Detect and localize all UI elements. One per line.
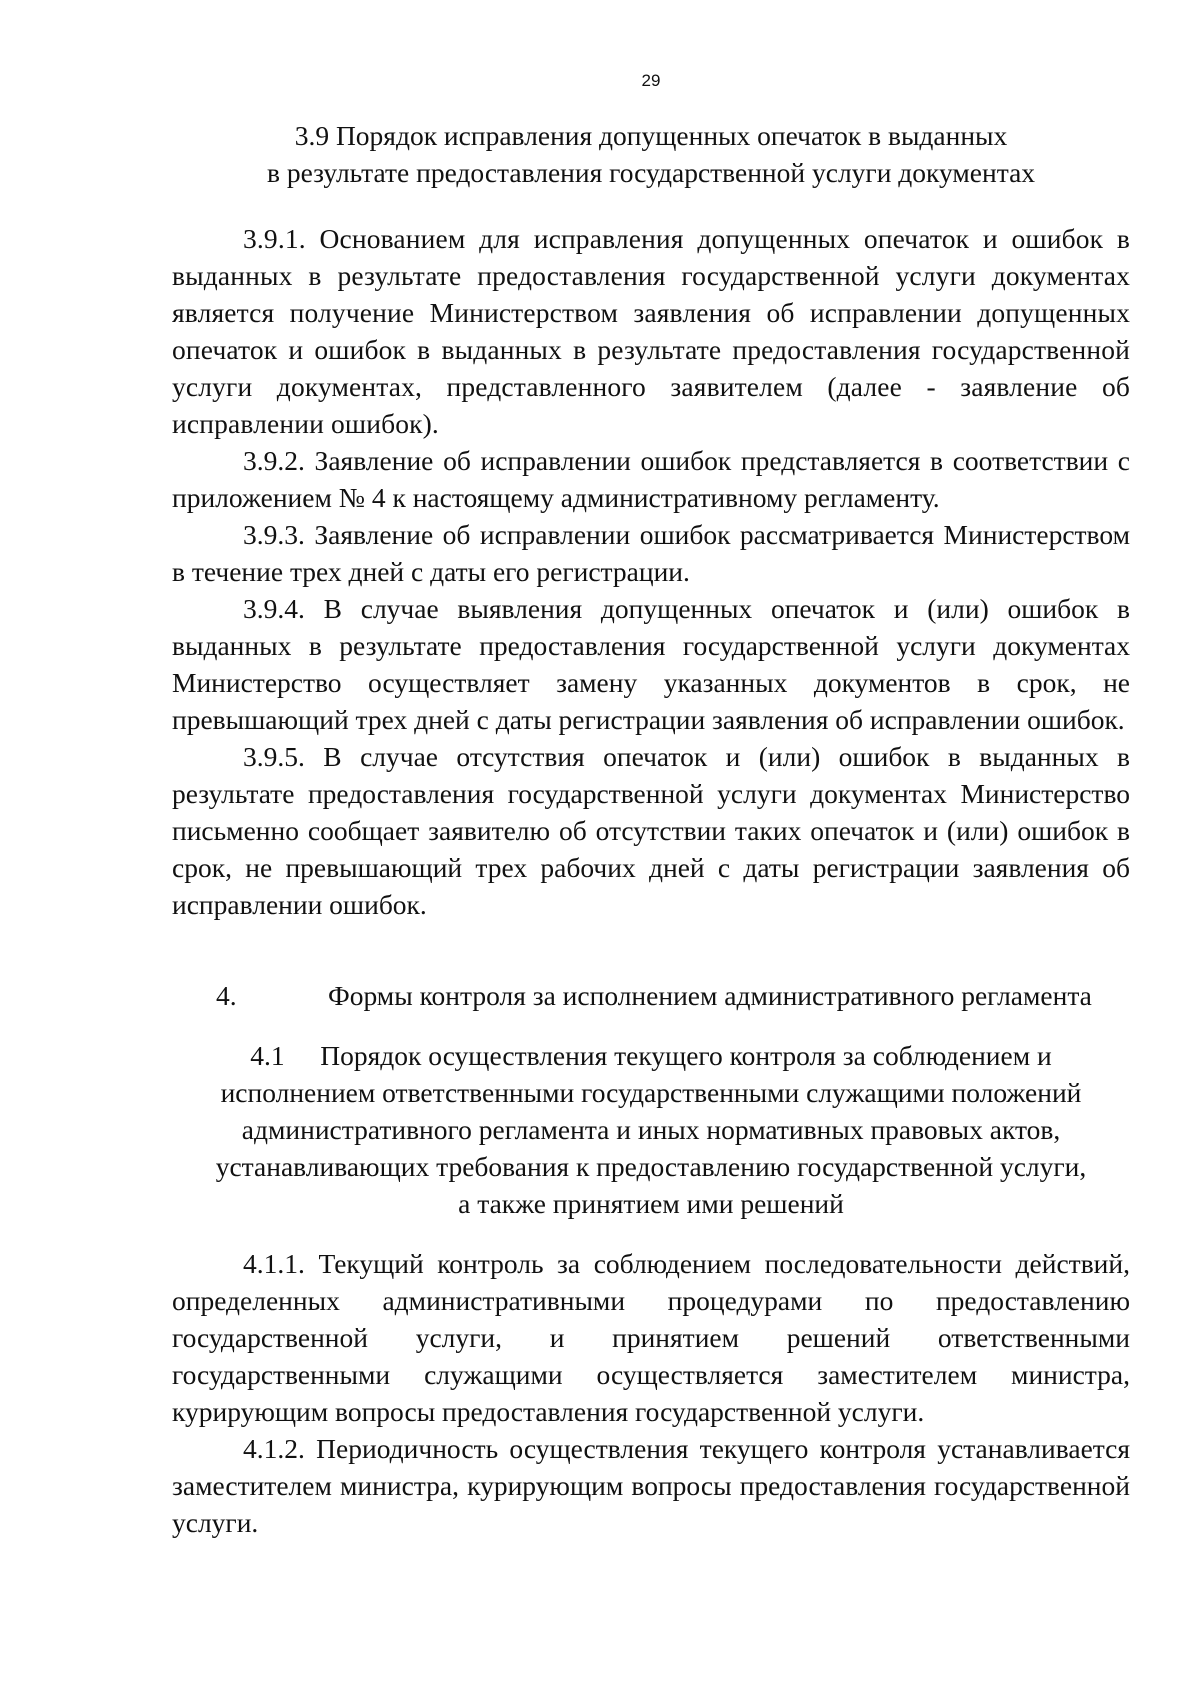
- section-4-1-heading-text-1: Порядок осуществления текущего контроля за соблюдением и: [320, 1040, 1052, 1071]
- section-4-title-text: Формы контроля за исполнением административного регламента: [328, 980, 1092, 1011]
- section-4-1-heading-line-2: исполнением ответственными государственными служащими положений: [220, 1077, 1082, 1108]
- paragraph-4-1-1: 4.1.1. Текущий контроль за соблюдением последовательности действий, определенных административными процедурами по предоставлению государственной услуги, и принятием решений ответственными государственными служащими осуществляется заместителем министра, курирующим вопросы предоставления государственной услуги.: [172, 1248, 1130, 1427]
- paragraph-3-9-3: 3.9.3. Заявление об исправлении ошибок рассматривается Министерством в течение трех дней с даты его регистрации.: [172, 519, 1130, 587]
- paragraph-3-9-4: 3.9.4. В случае выявления допущенных опечаток и (или) ошибок в выданных в результате предоставления государственной услуги документах Министерство осуществляет замену указанных документов в срок, не превышающий трех дней с даты регистрации заявления об исправлении ошибок.: [172, 593, 1130, 735]
- paragraph-4-1-2: 4.1.2. Периодичность осуществления текущего контроля устанавливается заместителем министра, курирующим вопросы предоставления государственной услуги.: [172, 1433, 1130, 1538]
- section-4-title: [172, 977, 1130, 1014]
- section-4-1-heading-line-4: устанавливающих требования к предоставлению государственной услуги,: [215, 1151, 1087, 1182]
- paragraph-3-9-2: 3.9.2. Заявление об исправлении ошибок представляется в соответствии с приложением № 4 к настоящему административному регламенту.: [172, 445, 1130, 513]
- section-3-9-heading-line-1: 3.9 Порядок исправления допущенных опечаток в выданных: [294, 120, 1008, 151]
- page-number: 29: [641, 71, 661, 90]
- paragraph-3-9-5: 3.9.5. В случае отсутствия опечаток и (или) ошибок в выданных в результате предоставления государственной услуги документах Министерство письменно сообщает заявителю об отсутствии таких опечаток и (или) ошибок в срок, не превышающий трех рабочих дней с даты регистрации заявления об исправлении ошибок.: [172, 741, 1130, 920]
- section-4-1-number: 4.1: [250, 1040, 285, 1071]
- section-4-1-heading-line-5: а также принятием ими решений: [458, 1188, 844, 1219]
- document-page: [172, 70, 1130, 1541]
- section-4-number: 4.: [216, 980, 237, 1011]
- section-3-9-heading-line-2: в результате предоставления государственной услуги документах: [266, 157, 1036, 188]
- section-4-1-heading: [172, 1037, 1130, 1222]
- paragraph-3-9-1: 3.9.1. Основанием для исправления допущенных опечаток и ошибок в выданных в результате предоставления государственной услуги документах является получение Министерством заявления об исправлении допущенных опечаток и ошибок в выданных в результате предоставления государственной услуги документах, представленного заявителем (далее - заявление об исправлении ошибок).: [172, 223, 1130, 439]
- section-4-1-heading-line-3: административного регламента и иных нормативных правовых актов,: [241, 1114, 1061, 1145]
- section-4-1-heading-line-1: [172, 1037, 1130, 1074]
